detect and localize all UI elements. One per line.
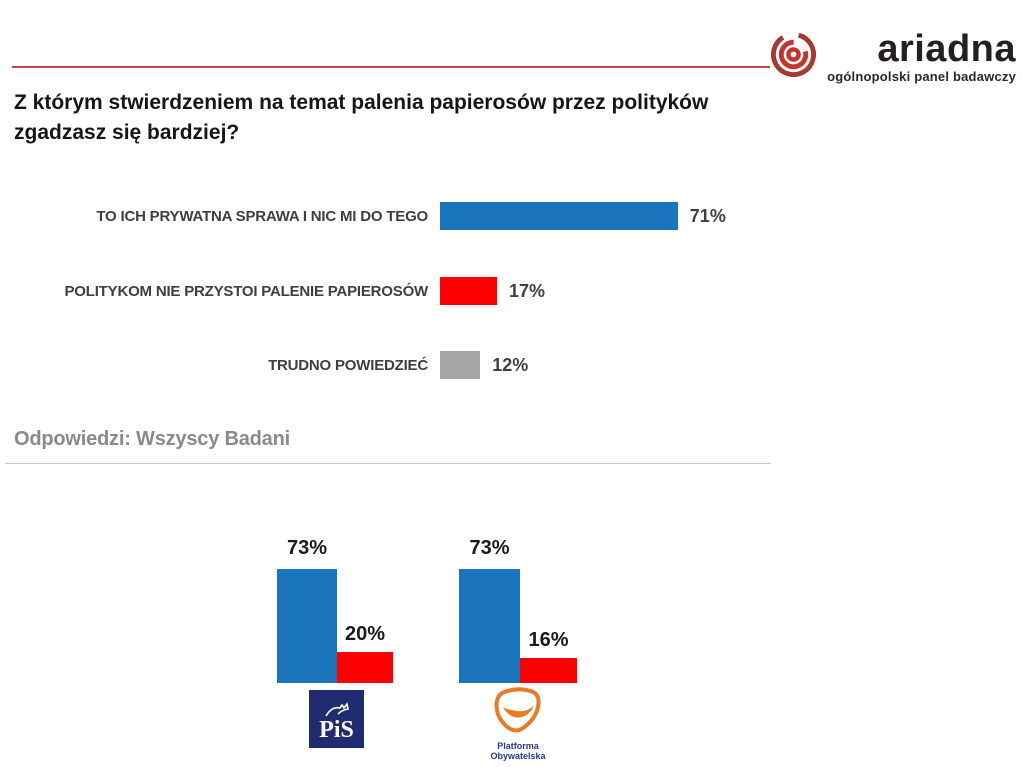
survey-question-title — [14, 88, 814, 148]
po-logo — [483, 686, 553, 761]
answer-bar-blue — [440, 202, 678, 230]
pis-logo — [309, 690, 364, 748]
po-logo-text — [483, 741, 553, 761]
value-label: 16% — [528, 629, 569, 651]
pis-blue-bar — [277, 569, 337, 683]
answer-bar-gray — [440, 351, 480, 379]
header-rule — [12, 66, 770, 68]
pis-eagle-icon — [322, 702, 352, 718]
brand-text — [827, 30, 1016, 84]
value-label: 17% — [509, 280, 546, 301]
brand-tagline: ogólnopolski panel badawczy — [827, 69, 1016, 84]
po-blue-bar — [459, 569, 520, 683]
answer-bar-red — [440, 277, 497, 305]
ariadna-spiral-icon — [769, 30, 818, 84]
respondents-note: Odpowiedzi: Wszyscy Badani — [14, 428, 290, 450]
chart-row — [0, 277, 545, 305]
value-label: 71% — [689, 205, 726, 226]
category-label: TO ICH PRYWATNA SPRAWA I NIC MI DO TEGO — [96, 207, 428, 225]
category-label: TRUDNO POWIEDZIEĆ — [268, 356, 428, 374]
po-logo-line-2: Obywatelska — [490, 751, 546, 761]
po-shield-icon — [491, 686, 545, 734]
pis-red-bar — [337, 652, 393, 683]
po-logo-line-1: Platforma — [497, 741, 539, 751]
value-label: 20% — [344, 623, 386, 645]
value-label: 12% — [492, 354, 529, 375]
po-red-bar — [520, 658, 577, 683]
category-label: POLITYKOM NIE PRZYSTOI PALENIE PAPIEROSÓW — [64, 282, 428, 300]
pis-logo-text: PiS — [319, 717, 354, 743]
chart-row — [0, 202, 726, 230]
chart-row — [0, 351, 528, 379]
brand-logo — [769, 30, 1016, 84]
section-divider — [5, 463, 771, 464]
value-label: 73% — [469, 537, 510, 559]
title-line-1: Z którym stwierdzeniem na temat palenia papierosów przez polityków — [14, 91, 709, 114]
brand-name: ariadna — [877, 28, 1016, 70]
value-label: 73% — [286, 537, 328, 559]
title-line-2: zgadzasz się bardziej? — [14, 121, 240, 144]
